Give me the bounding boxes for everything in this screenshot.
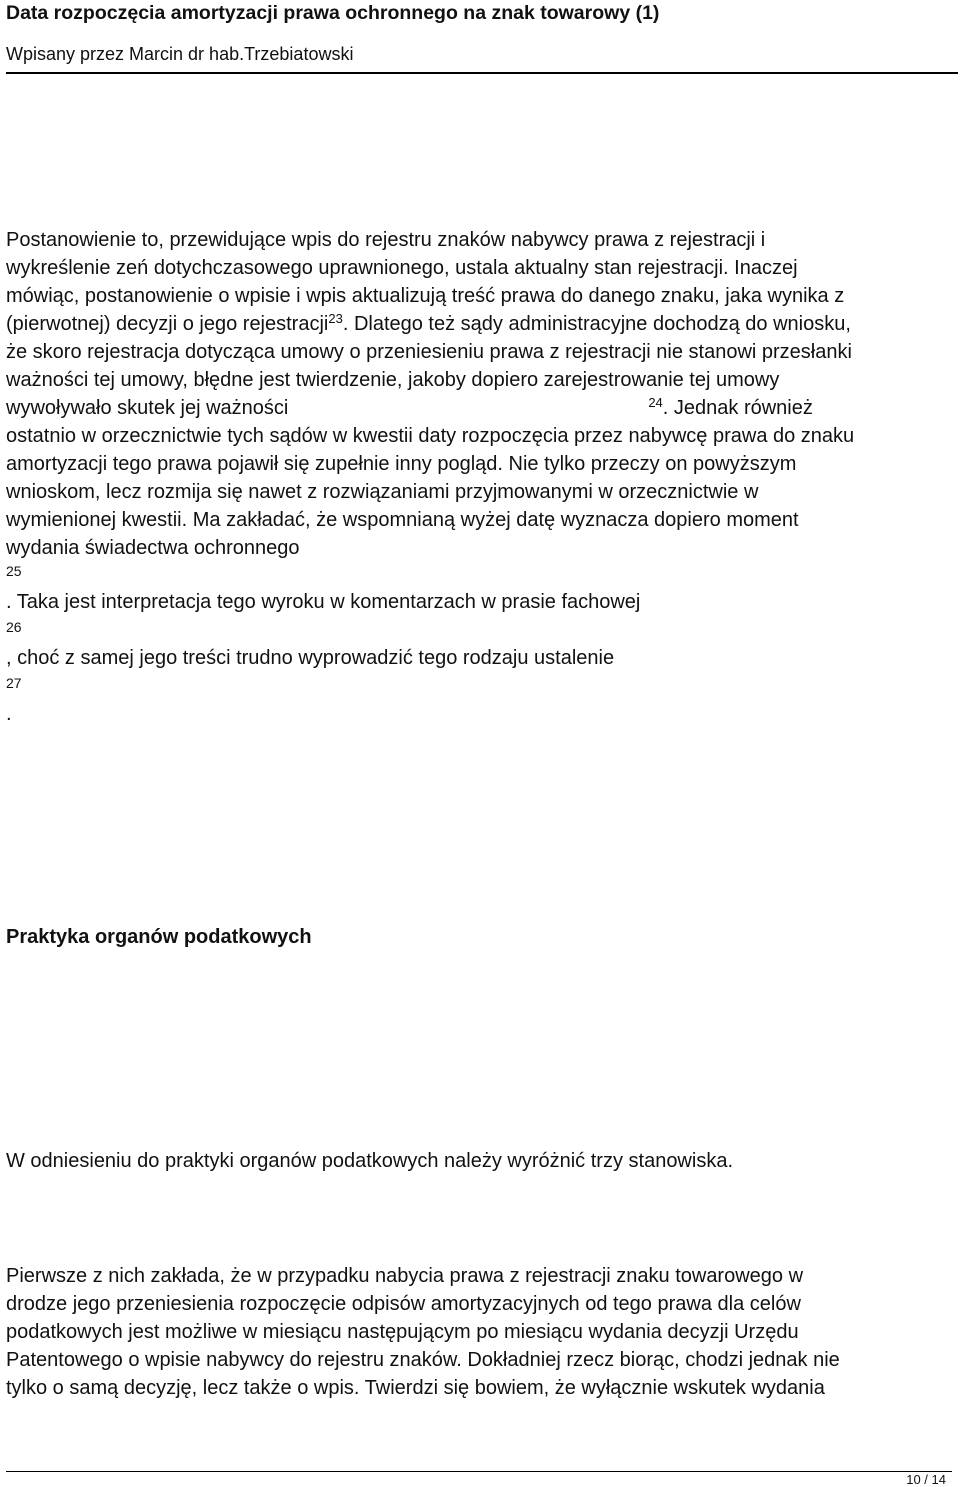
text-fragment: . Jednak również: [662, 397, 813, 419]
text-fragment: . Dlatego też sądy administracyjne dochodzą do wniosku,: [342, 313, 851, 335]
document-title: Data rozpoczęcia amortyzacji prawa ochronnego na znak towarowy (1): [6, 2, 660, 24]
page-number: 10 / 14: [906, 1472, 946, 1487]
text-line: amortyzacji tego prawa pojawił się zupełnie inny pogląd. Nie tylko przeczy on powyższym: [6, 453, 797, 475]
text-line: mówiąc, postanowienie o wpisie i wpis aktualizują treść prawa do danego znaku, jaka wynika z: [6, 285, 845, 307]
header-divider: [6, 72, 958, 74]
paragraph-1: [6, 226, 958, 562]
footnote-ref-26[interactable]: 26: [6, 619, 22, 635]
footnote-ref-27[interactable]: 27: [6, 675, 22, 691]
footer-divider: [6, 1471, 952, 1472]
text-line: wykreślenie zeń dotychczasowego uprawnionego, ustala aktualny stan rejestracji. Inaczej: [6, 257, 798, 279]
footnote-ref-24[interactable]: 24: [648, 395, 663, 410]
footnote-ref-23[interactable]: 23: [328, 311, 343, 326]
text-line: wnioskom, lecz rozmija się nawet z rozwiązaniami przyjmowanymi w orzecznictwie w: [6, 481, 759, 503]
text-line: że skoro rejestracja dotycząca umowy o przeniesieniu prawa z rejestracji nie stanowi przesłanki: [6, 341, 852, 363]
author-line: Wpisany przez Marcin dr hab.Trzebiatowski: [6, 44, 354, 64]
text-fragment: (pierwotnej) decyzji o jego rejestracji: [6, 313, 329, 335]
text-line: Pierwsze z nich zakłada, że w przypadku nabycia prawa z rejestracji znaku towarowego w: [6, 1265, 804, 1287]
text-line: ważności tej umowy, błędne jest twierdzenie, jakoby dopiero zarejestrowanie tej umowy: [6, 369, 780, 391]
paragraph-2: W odniesieniu do praktyki organów podatkowych należy wyróżnić trzy stanowiska.: [6, 1150, 734, 1172]
text-line: .: [6, 703, 12, 725]
text-line: Patentowego o wpisie nabywcy do rejestru znaków. Dokładniej rzecz biorąc, chodzi jednak nie: [6, 1349, 840, 1371]
text-line: , choć z samej jego treści trudno wyprowadzić tego rodzaju ustalenie: [6, 647, 615, 669]
text-fragment: wywoływało skutek jej ważności: [6, 397, 289, 419]
text-line: [6, 310, 958, 338]
text-line: drodze jego przeniesienia rozpoczęcie odpisów amortyzacyjnych od tego prawa dla celów: [6, 1293, 801, 1315]
text-line: Postanowienie to, przewidujące wpis do rejestru znaków nabywcy prawa z rejestracji i: [6, 229, 766, 251]
text-line: tylko o samą decyzję, lecz także o wpis. Twierdzi się bowiem, że wyłącznie wskutek wydania: [6, 1377, 825, 1399]
text-line: ostatnio w orzecznictwie tych sądów w kwestii daty rozpoczęcia przez nabywcę prawa do znaku: [6, 425, 855, 447]
text-line: podatkowych jest możliwe w miesiącu następującym po miesiącu wydania decyzji Urzędu: [6, 1321, 799, 1343]
text-line: wydania świadectwa ochronnego: [6, 537, 300, 559]
text-line: wymienionej kwestii. Ma zakładać, że wspomnianą wyżej datę wyznacza dopiero moment: [6, 509, 799, 531]
text-line: . Taka jest interpretacja tego wyroku w komentarzach w prasie fachowej: [6, 591, 641, 613]
text-line: [6, 394, 958, 422]
paragraph-3: [6, 1262, 958, 1402]
section-heading: Praktyka organów podatkowych: [6, 926, 312, 948]
footnote-ref-25[interactable]: 25: [6, 563, 22, 579]
